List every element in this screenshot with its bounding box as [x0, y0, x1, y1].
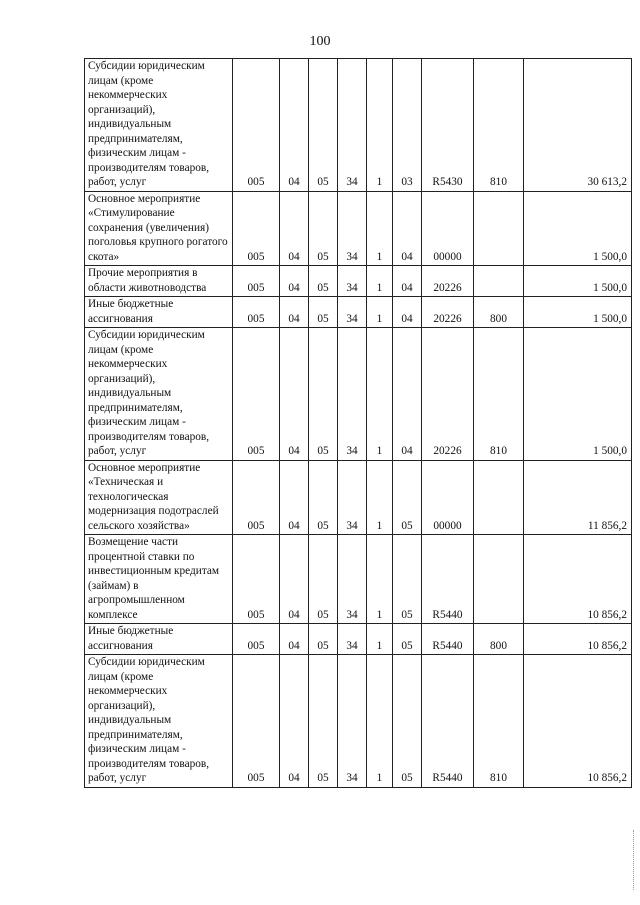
row-name-cell: Субсидии юридическим лицам (кроме некоммерческих организаций), индивидуальным предпринимателям, физическим лицам - производителям товаров, работ, услуг — [85, 59, 233, 192]
admin-code-cell: 005 — [233, 624, 280, 655]
budget-table — [84, 58, 632, 788]
subsection-code-cell: 05 — [309, 266, 338, 297]
table-row — [85, 655, 632, 788]
table-row — [85, 191, 632, 266]
table-row — [85, 266, 632, 297]
program-code-cell: 34 — [338, 535, 367, 624]
section-code-cell: 04 — [280, 624, 309, 655]
row-name-cell: Возмещение части процентной ставки по инвестиционным кредитам (займам) в агропромышленном комплексе — [85, 535, 233, 624]
direction-code-cell: 00000 — [422, 191, 474, 266]
program-code-cell: 34 — [338, 655, 367, 788]
event-code-cell: 04 — [393, 266, 422, 297]
amount-cell: 1 500,0 — [524, 266, 632, 297]
subprogram-code-cell: 1 — [367, 328, 393, 461]
table-row — [85, 297, 632, 328]
row-name-cell: Субсидии юридическим лицам (кроме некоммерческих организаций), индивидуальным предпринимателям, физическим лицам - производителям товаров, работ, услуг — [85, 655, 233, 788]
expense-type-cell — [474, 266, 524, 297]
direction-code-cell: R5440 — [422, 624, 474, 655]
event-code-cell: 04 — [393, 297, 422, 328]
section-code-cell: 04 — [280, 59, 309, 192]
expense-type-cell: 810 — [474, 655, 524, 788]
program-code-cell: 34 — [338, 191, 367, 266]
event-code-cell: 05 — [393, 460, 422, 535]
amount-cell: 1 500,0 — [524, 328, 632, 461]
expense-type-cell: 800 — [474, 297, 524, 328]
subprogram-code-cell: 1 — [367, 535, 393, 624]
admin-code-cell: 005 — [233, 328, 280, 461]
subsection-code-cell: 05 — [309, 59, 338, 192]
event-code-cell: 04 — [393, 328, 422, 461]
section-code-cell: 04 — [280, 460, 309, 535]
subsection-code-cell: 05 — [309, 191, 338, 266]
subsection-code-cell: 05 — [309, 328, 338, 461]
event-code-cell: 03 — [393, 59, 422, 192]
admin-code-cell: 005 — [233, 297, 280, 328]
event-code-cell: 04 — [393, 191, 422, 266]
section-code-cell: 04 — [280, 535, 309, 624]
event-code-cell: 05 — [393, 535, 422, 624]
subsection-code-cell: 05 — [309, 535, 338, 624]
section-code-cell: 04 — [280, 297, 309, 328]
expense-type-cell: 810 — [474, 59, 524, 192]
expense-type-cell — [474, 460, 524, 535]
direction-code-cell: 20226 — [422, 328, 474, 461]
page-number: 100 — [309, 34, 331, 49]
scan-edge-mark — [633, 830, 636, 890]
table-row — [85, 328, 632, 461]
subsection-code-cell: 05 — [309, 655, 338, 788]
direction-code-cell: R5440 — [422, 655, 474, 788]
program-code-cell: 34 — [338, 624, 367, 655]
row-name-cell: Иные бюджетные ассигнования — [85, 624, 233, 655]
section-code-cell: 04 — [280, 266, 309, 297]
expense-type-cell: 800 — [474, 624, 524, 655]
expense-type-cell — [474, 191, 524, 266]
program-code-cell: 34 — [338, 460, 367, 535]
subsection-code-cell: 05 — [309, 460, 338, 535]
admin-code-cell: 005 — [233, 460, 280, 535]
amount-cell: 10 856,2 — [524, 535, 632, 624]
row-name-cell: Субсидии юридическим лицам (кроме некоммерческих организаций), индивидуальным предпринимателям, физическим лицам - производителям товаров, работ, услуг — [85, 328, 233, 461]
amount-cell: 1 500,0 — [524, 297, 632, 328]
expense-type-cell — [474, 535, 524, 624]
admin-code-cell: 005 — [233, 59, 280, 192]
table-row — [85, 624, 632, 655]
section-code-cell: 04 — [280, 655, 309, 788]
expense-type-cell: 810 — [474, 328, 524, 461]
event-code-cell: 05 — [393, 655, 422, 788]
direction-code-cell: 00000 — [422, 460, 474, 535]
row-name-cell: Основное мероприятие «Стимулирование сохранения (увеличения) поголовья крупного рогатого скота» — [85, 191, 233, 266]
amount-cell: 10 856,2 — [524, 624, 632, 655]
program-code-cell: 34 — [338, 59, 367, 192]
subsection-code-cell: 05 — [309, 297, 338, 328]
admin-code-cell: 005 — [233, 191, 280, 266]
subprogram-code-cell: 1 — [367, 191, 393, 266]
event-code-cell: 05 — [393, 624, 422, 655]
admin-code-cell: 005 — [233, 266, 280, 297]
table-row — [85, 460, 632, 535]
program-code-cell: 34 — [338, 297, 367, 328]
row-name-cell: Иные бюджетные ассигнования — [85, 297, 233, 328]
direction-code-cell: R5440 — [422, 535, 474, 624]
table-row — [85, 59, 632, 192]
section-code-cell: 04 — [280, 328, 309, 461]
amount-cell: 1 500,0 — [524, 191, 632, 266]
amount-cell: 11 856,2 — [524, 460, 632, 535]
admin-code-cell: 005 — [233, 655, 280, 788]
row-name-cell: Основное мероприятие «Техническая и технологическая модернизация подотраслей сельского хозяйства» — [85, 460, 233, 535]
subprogram-code-cell: 1 — [367, 624, 393, 655]
subsection-code-cell: 05 — [309, 624, 338, 655]
row-name-cell: Прочие мероприятия в области животноводства — [85, 266, 233, 297]
program-code-cell: 34 — [338, 266, 367, 297]
amount-cell: 30 613,2 — [524, 59, 632, 192]
direction-code-cell: 20226 — [422, 266, 474, 297]
subprogram-code-cell: 1 — [367, 59, 393, 192]
subprogram-code-cell: 1 — [367, 460, 393, 535]
section-code-cell: 04 — [280, 191, 309, 266]
program-code-cell: 34 — [338, 328, 367, 461]
direction-code-cell: R5430 — [422, 59, 474, 192]
subprogram-code-cell: 1 — [367, 655, 393, 788]
amount-cell: 10 856,2 — [524, 655, 632, 788]
subprogram-code-cell: 1 — [367, 297, 393, 328]
subprogram-code-cell: 1 — [367, 266, 393, 297]
table-row — [85, 535, 632, 624]
table-body — [85, 59, 632, 788]
direction-code-cell: 20226 — [422, 297, 474, 328]
admin-code-cell: 005 — [233, 535, 280, 624]
